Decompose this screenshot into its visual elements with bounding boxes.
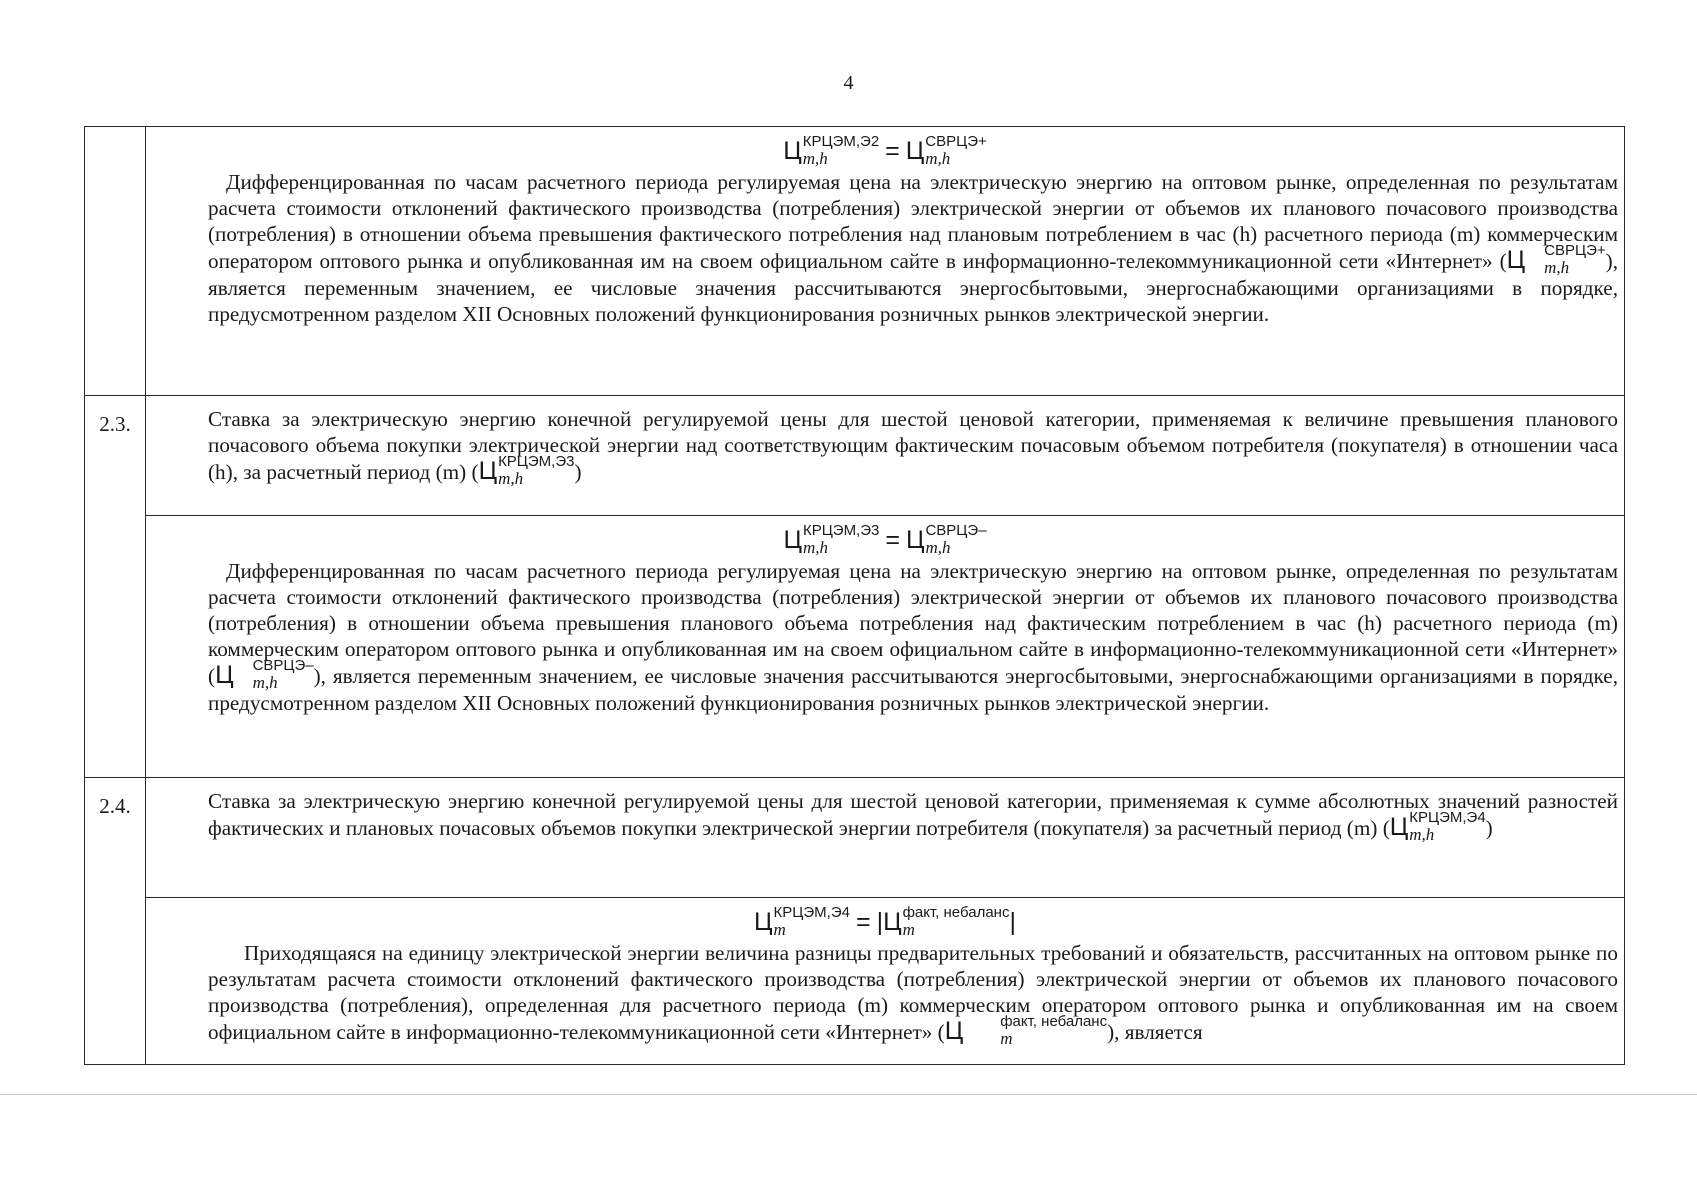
description-text: Ставка за электрическую энергию конечной регулируемой цены для шестой ценовой категории, применяемая к сумме абсолютных значений разностей фактических и плановых почасовых объемов покупки электрической энергии потребителя (покупателя) за расчетный период (m) (Ц КРЦЭМ,Э4 m,h ): [208, 789, 1618, 845]
description-text: Дифференцированная по часам расчетного периода регулируемая цена на электрическую энергию на оптовом рынке, определенная по результатам расчета стоимости отклонений фактического производства (потребления) электрической энергии от объемов их планового почасового производства (потребления) в отношении объема превышения планового объема потребления над фактическим потреблением в час (h) расчетного периода (m) коммерческим оператором оптового рынка и опубликованная им на своем официальном сайте в информационно-телекоммуникационной сети «Интернет» (Ц СВРЦЭ– m,h ), является переменным значением, ее числовые значения рассчитываются энергосбытовыми, энергоснабжающими организациями в порядке, предусмотренном разделом XII Основных положений функционирования розничных рынков электрической энергии.: [208, 559, 1618, 716]
tariff-table: [84, 126, 1625, 1065]
description-text: Приходящаяся на единицу электрической энергии величина разницы предварительных требований и обязательств, рассчитанных на оптовом рынке по результатам расчета стоимости отклонений фактического производства (потребления) электрической энергии от объемов их планового почасового производства (потребления), определенная для расчетного периода (m) коммерческим оператором оптового рынка и опубликованная им на своем официальном сайте в информационно-телекоммуникационной сети «Интернет» (Ц факт, небаланс m ), является: [208, 941, 1618, 1049]
formula-e2: Ц КРЦЭМ,Э2 m,h = Ц СВРЦЭ+ m,h: [783, 133, 987, 169]
row-number-cell: 2.4.: [85, 778, 146, 1065]
page-number: 4: [843, 72, 854, 94]
table-row: [85, 516, 1625, 778]
formula-e4: Ц КРЦЭМ,Э4 m = |Ц факт, небаланс m |: [754, 904, 1016, 940]
page-divider: [0, 1094, 1697, 1095]
row-number-cell: [85, 127, 146, 396]
table-row: [85, 127, 1625, 396]
description-text: Дифференцированная по часам расчетного периода регулируемая цена на электрическую энергию на оптовом рынке, определенная по результатам расчета стоимости отклонений фактического производства (потребления) электрической энергии от объемов их планового почасового производства (потребления) в отношении объема превышения фактического потребления над плановым потреблением в час (h) расчетного периода (m) коммерческим оператором оптового рынка и опубликованная им на своем официальном сайте в информационно-телекоммуникационной сети «Интернет» (Ц СВРЦЭ+ m,h ), является переменным значением, ее числовые значения рассчитываются энергосбытовыми, энергоснабжающими организациями в порядке, предусмотренном разделом XII Основных положений функционирования розничных рынков электрической энергии.: [208, 170, 1618, 327]
table-row: [85, 898, 1625, 1065]
row-content-cell: [146, 516, 1625, 778]
row-number-cell: 2.3.: [85, 396, 146, 778]
row-content-cell: [146, 396, 1625, 516]
table-row: [85, 396, 1625, 516]
row-content-cell: [146, 898, 1625, 1065]
description-text: Ставка за электрическую энергию конечной регулируемой цены для шестой ценовой категории, применяемая к величине превышения планового почасового объема покупки электрической энергии над соответствующим фактическим почасовым объемом потребителя (покупателя) в отношении часа (h), за расчетный период (m) (Ц КРЦЭМ,Э3 m,h ): [208, 407, 1618, 489]
row-content-cell: [146, 778, 1625, 898]
row-content-cell: [146, 127, 1625, 396]
formula-e3: Ц КРЦЭМ,Э3 m,h = Ц СВРЦЭ– m,h: [783, 522, 987, 558]
table-row: [85, 778, 1625, 898]
